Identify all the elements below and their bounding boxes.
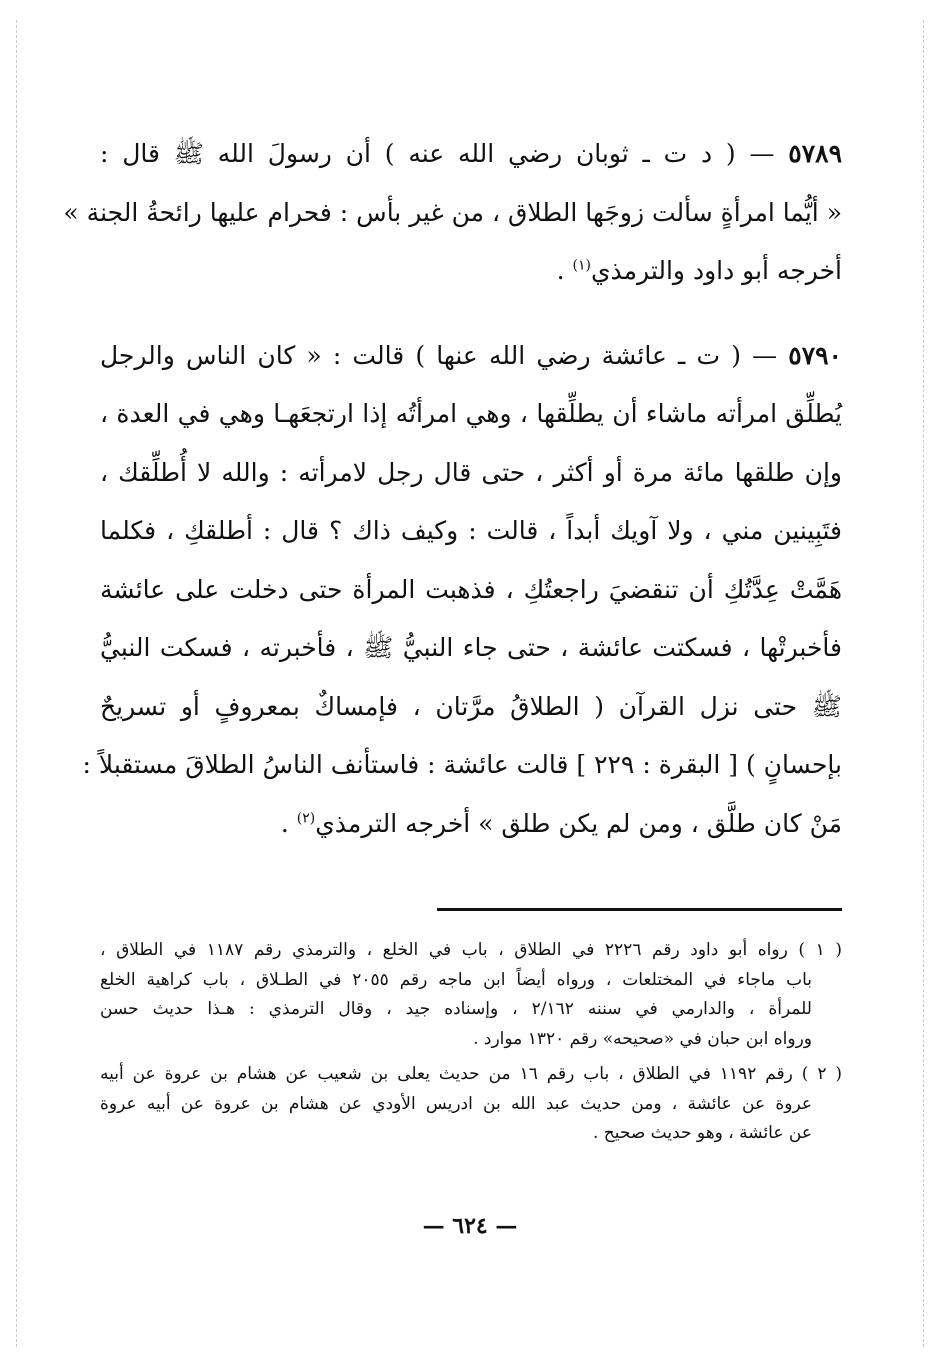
footnote-line: باب ماجاء في المختلعات ، ورواه أيضاً ابن ماجه رقم ٢٠٥٥ في الطـلاق ، باب كراهية الخلع (100, 969, 813, 990)
text-line (100, 385, 842, 444)
line-text: — ( ت ـ عائشة رضي الله عنها ) قالت : « كان الناس والرجل (100, 340, 778, 370)
text-line (100, 125, 842, 184)
page-body (63, 125, 842, 879)
footnote-ref[interactable]: (١) (572, 257, 591, 274)
text-line (100, 242, 842, 301)
hadith-5789 (63, 125, 842, 301)
line-text: فأخبرتْها ، فسكتت عائشة ، حتى جاء النبيُّ ﷺ ، فأخبرته ، فسكت النبيُّ (100, 633, 842, 662)
line-end: . (280, 808, 297, 838)
footnote-line: عن عائشة ، وهو حديث صحيح . (592, 1123, 812, 1143)
text-line (100, 678, 842, 737)
page-edge-right (923, 20, 924, 1347)
line-text: مَنْ كان طلَّق ، ومن لم يكن طلق » أخرجه الترمذي (315, 808, 842, 838)
page-edge-left (16, 20, 17, 1347)
text-line (100, 795, 842, 854)
text-line (82, 736, 842, 795)
line-text: « أيُّما امرأةٍ سألت زوجَها الطلاق ، من غير بأس : فحرام عليها رائحةُ الجنة » (63, 197, 842, 227)
text-line (100, 502, 842, 561)
line-text: ﷺ حتى نزل القرآن ( الطلاقُ مرَّتان ، فإمساكٌ بمعروفٍ أو تسريحٌ (100, 691, 842, 721)
line-text: — ( د ت ـ ثوبان رضي الله عنه ) أن رسولَ الله ﷺ قال : (100, 139, 775, 168)
text-line (100, 561, 842, 620)
footnote-ref[interactable]: (٢) (296, 810, 316, 827)
footnote-2 (100, 1060, 842, 1149)
hadith-number: ٥٧٨٩ (788, 139, 842, 168)
line-end: . (556, 256, 573, 285)
footnote-line: ( ١ ) رواه أبو داود رقم ٢٢٢٦ في الطلاق ، باب في الخلع ، والترمذي رقم ١١٨٧ في الطلاق ، (100, 940, 842, 960)
footnote-1 (100, 936, 842, 1054)
line-text: هَمَّتْ عِدَّتُكِ أن تنقضيَ راجعتُكِ ، فذهبت المرأة حتى دخلت على عائشة (100, 574, 842, 604)
text-line (100, 619, 842, 678)
page-number: — ٦٢٤ — (422, 1213, 518, 1239)
line-text: أخرجه أبو داود والترمذي (590, 256, 842, 285)
line-text: فتَبِينين مني ، ولا آويك أبداً ، قالت : وكيف ذاك ؟ قال : أطلقكِ ، فكلما (100, 516, 842, 545)
line-text: يُطلِّق امرأته ماشاء أن يطلِّقها ، وهي امرأتُه إذا ارتجعَهـا وهي في العدة ، (100, 399, 842, 428)
footnote-line: للمرأة ، والدارمي في سننه ٢/١٦٢ ، وإسناده جيد ، وقال الترمذي : هـذا حديث حسن (100, 999, 812, 1019)
footnote-separator (437, 908, 842, 911)
footnote-line: عروة عن عائشة ، ومن حديث عبد الله بن ادريس الأودي عن هشام بن عروة عن أبيه عروة (100, 1093, 812, 1114)
footnotes (100, 936, 842, 1155)
line-text: بإحسانٍ ) [ البقرة : ٢٢٩ ] قالت عائشة : فاستأنف الناسُ الطلاقَ مستقبلاً : (82, 750, 842, 779)
text-line (100, 444, 842, 503)
text-line (63, 184, 842, 243)
footnote-line: ( ٢ ) رقم ١١٩٢ في الطلاق ، باب رقم ١٦ من حديث يعلى بن شعيب عن هشام بن عروة عن أبيه (100, 1064, 843, 1084)
footnote-line: ورواه ابن حبان في «صحيحه» رقم ١٣٢٠ موارد . (473, 1028, 812, 1049)
line-text: وإن طلقها مائة مرة أو أكثر ، حتى قال رجل لامرأته : والله لا أُطلِّقك ، (100, 457, 842, 487)
hadith-5790 (82, 327, 842, 854)
hadith-number: ٥٧٩٠ (788, 340, 842, 370)
text-line (100, 327, 842, 386)
